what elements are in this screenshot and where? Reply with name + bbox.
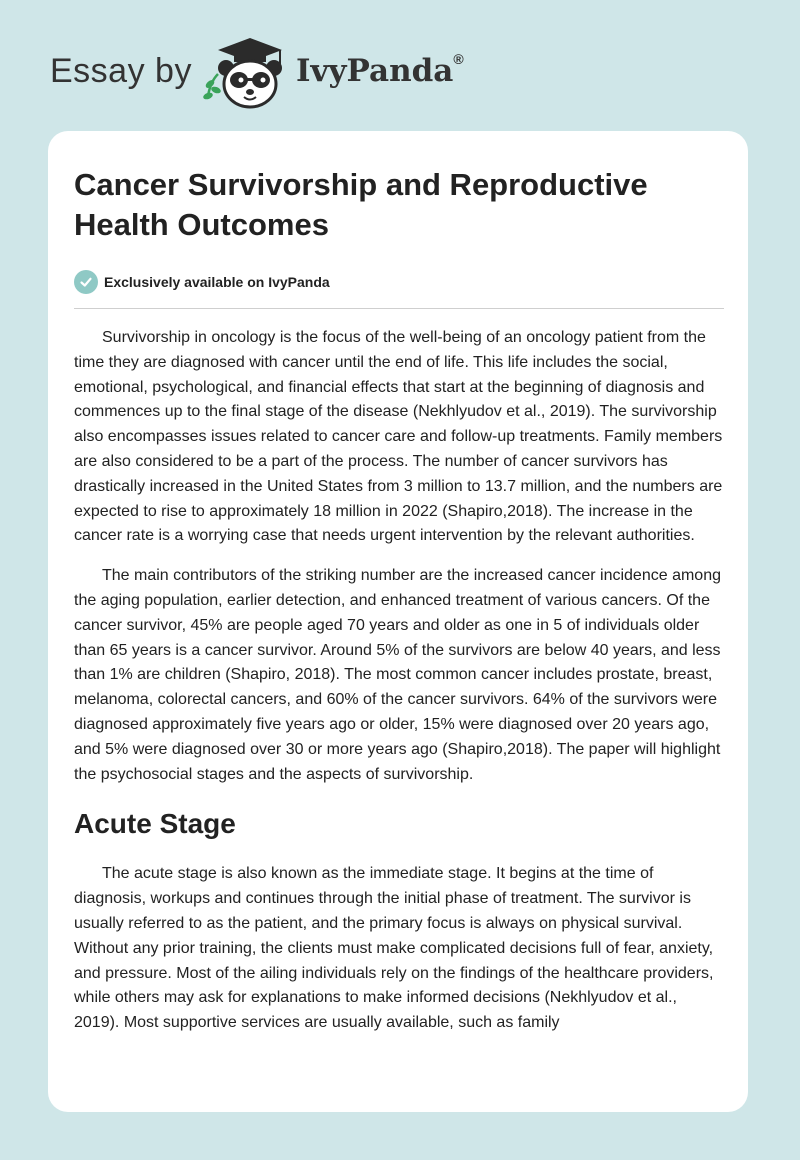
brand-header[interactable] (50, 34, 500, 114)
exclusive-label: Exclusively available on IvyPanda (104, 274, 330, 290)
paragraph-2: The main contributors of the striking number are the increased cancer incidence among the aging population, earlier detection, and enhanced treatment of various cancers. Of the cancer survivor, 45% are people aged 70 years and older as one in 5 of individuals older than 65 years is a cancer survivor. Around 5% of the survivors are below 40 years, and less than 1% are children (Shapiro, 2018). The most common cancer includes prostate, breast, melanoma, colorectal cancers, and 60% of the cancer survivors. 64% of the survivors were diagnosed approximately five years ago or older, 15% were diagnosed over 20 years ago, and 5% were diagnosed over 30 or more years ago (Shapiro,2018). The paper will highlight the psychosocial stages and the aspects of survivorship. (74, 567, 721, 783)
essay-card (48, 131, 748, 1112)
panda-graduate-logo-icon (200, 34, 286, 110)
check-icon (74, 270, 98, 294)
divider (74, 308, 724, 309)
brand-name: IvyPanda® (296, 51, 464, 89)
essay-content (74, 165, 724, 1036)
paragraph-1: Survivorship in oncology is the focus of the well-being of an oncology patient from the time they are diagnosed with cancer until the end of life. This life includes the social, emotional, psychological, and financial effects that start at the beginning of diagnosis and commences up to the final stage of the disease (Nekhlyudov et al., 2019). The survivorship also encompasses issues related to cancer care and follow-up treatments. Family members are also considered to be a part of the process. The number of cancer survivors has drastically increased in the United States from 3 million to 13.7 million, and the numbers are expected to rise to approximately 18 million in 2022 (Shapiro,2018). The increase in the cancer rate is a worrying case that needs urgent intervention by the relevant authorities. (74, 329, 723, 545)
section-heading-acute-stage: Acute Stage (74, 808, 236, 840)
brand-prefix: Essay by (50, 52, 192, 90)
paragraph-acute-stage: The acute stage is also known as the immediate stage. It begins at the time of diagnosis, workups and continues through the initial phase of treatment. The survivor is usually referred to as the patient, and the primary focus is always on physical survival. Without any prior training, the clients must make complicated decisions full of fear, anxiety, and pressure. Most of the ailing individuals rely on the findings of the healthcare providers, while others may ask for explanations to make informed decisions (Nekhlyudov et al., 2019). Most supportive services are usually available, such as family (74, 865, 714, 1032)
essay-title: Cancer Survivorship and Reproductive Health Outcomes (74, 167, 648, 242)
exclusive-badge (74, 269, 724, 295)
trademark-symbol: ® (453, 51, 464, 67)
